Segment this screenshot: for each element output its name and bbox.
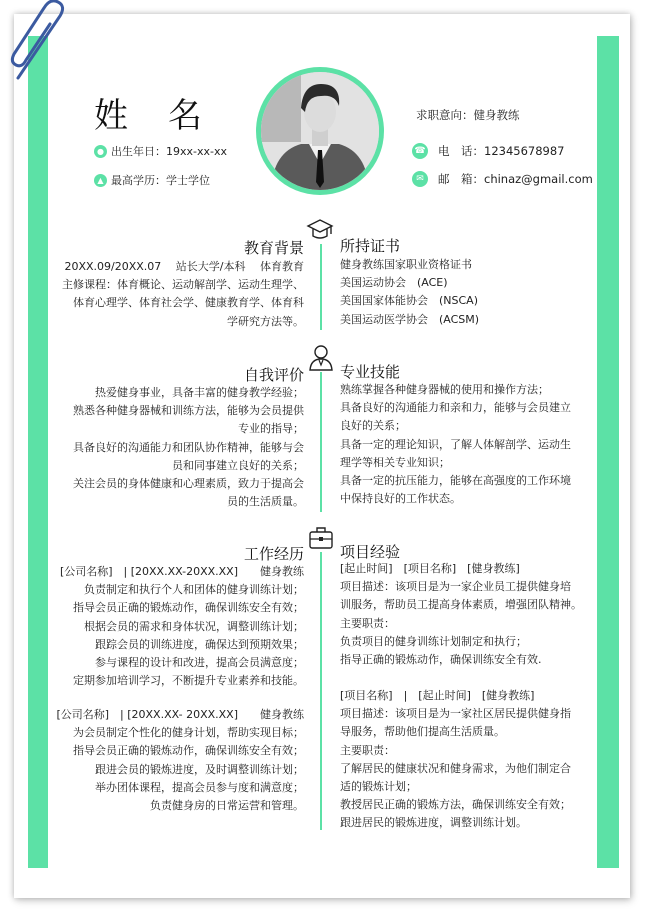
person-icon xyxy=(307,343,335,371)
briefcase-icon xyxy=(307,524,335,552)
project-line: 跟进居民的锻炼进度，调整训练计划。 xyxy=(340,816,527,830)
self-eval-line: 熟悉各种健身器械和训练方法，能够为会员提供 xyxy=(73,404,304,418)
candidate-name: 姓名 xyxy=(94,96,242,136)
self-eval-line: 员和同事建立良好的关系； xyxy=(172,458,304,472)
certificates-title: 所持证书 xyxy=(340,237,401,255)
certificate-line: 美国运动协会 (ACE) xyxy=(340,276,448,290)
project-line: 教授居民正确的锻炼方法，确保训练安全有效； xyxy=(340,798,571,812)
birthday-icon: ● xyxy=(94,145,107,158)
work-line: 负责健身房的日常运营和管理。 xyxy=(150,799,304,813)
work-line: 指导会员正确的锻炼动作，确保训练安全有效； xyxy=(73,744,304,758)
work-line: 定期参加培训学习，不断提升专业素养和技能。 xyxy=(73,674,304,688)
work-line: 举办团体课程，提高会员参与度和满意度； xyxy=(95,780,304,794)
skill-line: 理学等相关专业知识； xyxy=(340,455,450,469)
graduation-cap-icon xyxy=(306,216,334,244)
degree-text: 最高学历：学士学位 xyxy=(111,174,210,187)
mail-icon: ✉ xyxy=(412,171,428,187)
work-line: 参与课程的设计和改进，提高会员满意度； xyxy=(95,656,304,670)
phone-row xyxy=(412,143,564,159)
work-line: 跟进会员的锻炼进度，及时调整训练计划； xyxy=(95,762,304,776)
email-text: 邮 箱：chinaz@gmail.com xyxy=(438,172,593,186)
project-line: [起止时间] [项目名称] [健身教练] xyxy=(340,562,520,575)
work-title: 工作经历 xyxy=(243,545,304,563)
left-accent-bar xyxy=(28,36,48,868)
self-eval-line: 专业的指导； xyxy=(238,422,304,436)
project-line: [项目名称] | [起止时间] [健身教练] xyxy=(340,689,535,702)
skills-block xyxy=(340,381,571,508)
skill-line: 具备一定的抗压能力，能够在高强度的工作环境 xyxy=(340,474,571,488)
project-line: 训服务，帮助员工提高身体素质，增强团队精神。 xyxy=(340,598,582,612)
certificate-line: 美国运动医学协会 (ACSM) xyxy=(340,312,480,326)
work-line: [公司名称] | [20XX.XX-20XX.XX] 健身教练 xyxy=(59,565,304,578)
avatar xyxy=(256,67,384,195)
self-eval-line: 员的生活质量。 xyxy=(227,495,304,509)
education-title: 教育背景 xyxy=(243,239,304,257)
project-line: 项目描述：该项目是为一家社区居民提供健身指 xyxy=(340,707,571,721)
skill-line: 具备良好的沟通能力和亲和力，能够与会员建立 xyxy=(340,401,571,415)
birth-row xyxy=(94,143,227,159)
job-intent: 求职意向：健身教练 xyxy=(416,108,520,122)
education-line: 学研究方法等。 xyxy=(227,314,304,328)
project-block-2 xyxy=(340,687,571,833)
work-block-2 xyxy=(56,706,304,815)
project-line: 指导正确的锻炼动作，确保训练安全有效. xyxy=(340,653,542,667)
self-eval-line: 热爱健身事业，具备丰富的健身教学经验； xyxy=(95,386,304,399)
birth-text: 出生年日：19xx-xx-xx xyxy=(111,145,227,158)
skills-title: 专业技能 xyxy=(340,363,401,381)
project-line: 了解居民的健康状况和健身需求，为他们制定合 xyxy=(340,761,571,775)
phone-text: 电 话：12345678987 xyxy=(438,144,565,158)
work-block-1 xyxy=(60,563,304,690)
project-line: 项目描述：该项目是为一家企业员工提供健身培 xyxy=(340,580,571,594)
timeline-divider xyxy=(320,372,322,512)
work-line: 指导会员正确的锻炼动作，确保训练安全有效； xyxy=(73,601,304,615)
graduation-cap-icon: ▲ xyxy=(94,174,107,187)
work-line: 负责制定和执行个人和团体的健身训练计划； xyxy=(84,583,304,597)
timeline-divider xyxy=(320,234,322,330)
education-block xyxy=(62,258,304,331)
certificates-block xyxy=(340,256,479,329)
self-eval-block xyxy=(73,384,304,511)
education-line: 20XX.09/20XX.07 站长大学/本科 体育教育 xyxy=(64,260,304,273)
self-eval-line: 具备良好的沟通能力和团队协作精神，能够与会 xyxy=(73,440,304,454)
work-line: [公司名称] | [20XX.XX- 20XX.XX] 健身教练 xyxy=(56,708,304,721)
right-accent-bar xyxy=(597,36,619,868)
portrait-image xyxy=(261,72,379,190)
degree-row xyxy=(94,172,210,188)
skill-line: 具备一定的理论知识，了解人体解剖学、运动生 xyxy=(340,437,571,451)
education-line: 体育心理学、体育社会学、健康教育学、体育科 xyxy=(73,296,304,310)
email-row xyxy=(412,171,593,187)
certificate-line: 美国国家体能协会 (NSCA) xyxy=(340,294,478,308)
skill-line: 熟练掌握各种健身器械的使用和操作方法； xyxy=(340,383,549,396)
work-line: 根据会员的需求和身体状况，调整训练计划； xyxy=(84,619,304,633)
project-line: 适的锻炼计划； xyxy=(340,780,417,794)
self-eval-line: 关注会员的身体健康和心理素质，致力于提高会 xyxy=(73,477,304,491)
project-line: 负责项目的健身训练计划制定和执行； xyxy=(340,634,527,648)
work-line: 跟踪会员的训练进度，确保达到预期效果； xyxy=(95,637,304,651)
self-eval-title: 自我评价 xyxy=(243,366,304,384)
project-line: 导服务，帮助他们提高生活质量。 xyxy=(340,725,505,739)
certificate-line: 健身教练国家职业资格证书 xyxy=(340,258,472,271)
project-block-1 xyxy=(340,560,582,669)
skill-line: 中保持良好的工作状态。 xyxy=(340,492,461,506)
phone-icon: ☎ xyxy=(412,143,428,159)
project-line: 主要职责： xyxy=(340,743,395,757)
paperclip-icon xyxy=(4,0,74,84)
timeline-divider xyxy=(320,550,322,830)
education-line: 主修课程：体育概论、运动解剖学、运动生理学、 xyxy=(62,278,304,292)
projects-title: 项目经验 xyxy=(340,543,401,561)
skill-line: 良好的关系； xyxy=(340,419,406,433)
work-line: 为会员制定个性化的健身计划，帮助实现目标； xyxy=(73,726,304,740)
project-line: 主要职责： xyxy=(340,616,395,630)
